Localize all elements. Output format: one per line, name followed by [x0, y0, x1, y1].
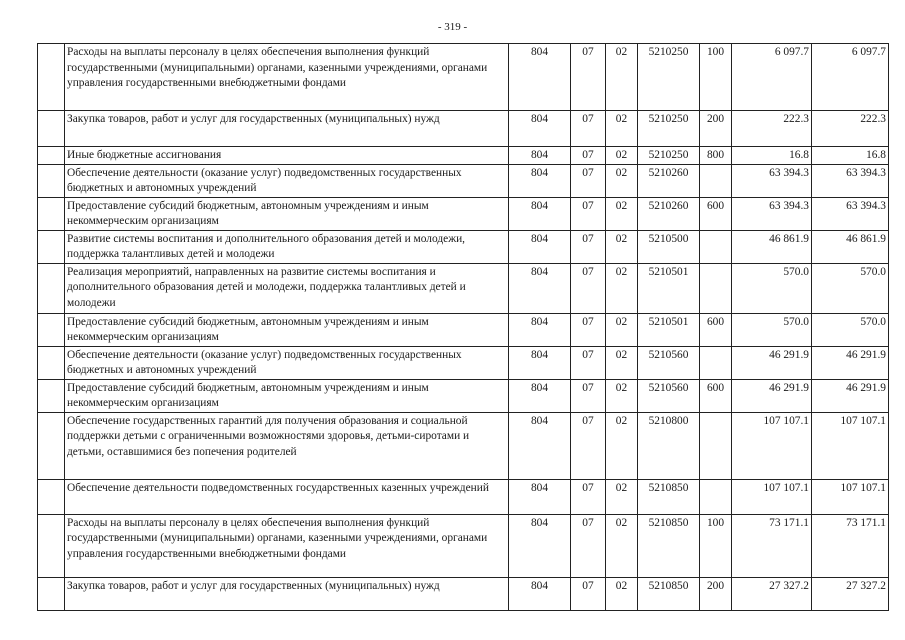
- amount-cell: 6 097.7: [732, 44, 812, 111]
- target-article-cell: 5210850: [638, 577, 700, 610]
- row-number-cell: [38, 263, 65, 313]
- subsection-code-cell: 02: [606, 230, 638, 263]
- amount-cell: 222.3: [732, 111, 812, 147]
- section-code-cell: 07: [571, 263, 606, 313]
- table-row: [38, 412, 889, 479]
- department-code-cell: 804: [509, 263, 571, 313]
- subsection-code-cell: 02: [606, 147, 638, 165]
- expense-type-cell: [700, 230, 732, 263]
- amount-total-cell: 570.0: [812, 313, 889, 346]
- table-row: [38, 147, 889, 165]
- subsection-code-cell: 02: [606, 313, 638, 346]
- amount-cell: 16.8: [732, 147, 812, 165]
- expense-name-cell: Реализация мероприятий, направленных на развитие системы воспитания и дополнительного образования детей и молодежи, поддержка талантливых детей и молодежи: [65, 263, 509, 313]
- row-number-cell: [38, 313, 65, 346]
- table-row: [38, 111, 889, 147]
- subsection-code-cell: 02: [606, 197, 638, 230]
- amount-cell: 570.0: [732, 263, 812, 313]
- expense-type-cell: 800: [700, 147, 732, 165]
- expense-name-cell: Развитие системы воспитания и дополнительного образования детей и молодежи, поддержка талантливых детей и молодежи: [65, 230, 509, 263]
- amount-total-cell: 46 291.9: [812, 346, 889, 379]
- amount-cell: 570.0: [732, 313, 812, 346]
- target-article-cell: 5210850: [638, 514, 700, 577]
- amount-total-cell: 6 097.7: [812, 44, 889, 111]
- section-code-cell: 07: [571, 44, 606, 111]
- target-article-cell: 5210250: [638, 147, 700, 165]
- department-code-cell: 804: [509, 164, 571, 197]
- expense-name-cell: Закупка товаров, работ и услуг для государственных (муниципальных) нужд: [65, 577, 509, 610]
- subsection-code-cell: 02: [606, 263, 638, 313]
- amount-total-cell: 46 861.9: [812, 230, 889, 263]
- department-code-cell: 804: [509, 479, 571, 514]
- amount-cell: 107 107.1: [732, 412, 812, 479]
- department-code-cell: 804: [509, 412, 571, 479]
- section-code-cell: 07: [571, 111, 606, 147]
- expense-type-cell: 200: [700, 111, 732, 147]
- amount-cell: 63 394.3: [732, 164, 812, 197]
- table-row: [38, 577, 889, 610]
- section-code-cell: 07: [571, 147, 606, 165]
- table-row: [38, 313, 889, 346]
- section-code-cell: 07: [571, 346, 606, 379]
- target-article-cell: 5210800: [638, 412, 700, 479]
- row-number-cell: [38, 379, 65, 412]
- department-code-cell: 804: [509, 346, 571, 379]
- amount-total-cell: 16.8: [812, 147, 889, 165]
- section-code-cell: 07: [571, 197, 606, 230]
- expense-name-cell: Закупка товаров, работ и услуг для государственных (муниципальных) нужд: [65, 111, 509, 147]
- row-number-cell: [38, 346, 65, 379]
- department-code-cell: 804: [509, 313, 571, 346]
- amount-cell: 46 291.9: [732, 346, 812, 379]
- budget-table: [37, 43, 889, 611]
- row-number-cell: [38, 577, 65, 610]
- table-row: [38, 263, 889, 313]
- section-code-cell: 07: [571, 514, 606, 577]
- expense-name-cell: Иные бюджетные ассигнования: [65, 147, 509, 165]
- section-code-cell: 07: [571, 577, 606, 610]
- table-row: [38, 197, 889, 230]
- subsection-code-cell: 02: [606, 346, 638, 379]
- subsection-code-cell: 02: [606, 164, 638, 197]
- expense-type-cell: [700, 164, 732, 197]
- row-number-cell: [38, 164, 65, 197]
- expense-name-cell: Обеспечение государственных гарантий для получения образования и социальной поддержки детьми с ограниченными возможностями здоровья, детьми-сиротами и детьми, оставшимися без попечения родителей: [65, 412, 509, 479]
- subsection-code-cell: 02: [606, 577, 638, 610]
- amount-cell: 27 327.2: [732, 577, 812, 610]
- amount-cell: 46 291.9: [732, 379, 812, 412]
- table-row: [38, 379, 889, 412]
- expense-name-cell: Расходы на выплаты персоналу в целях обеспечения выполнения функций государственными (муниципальными) органами, казенными учреждениями, органами управления государственными внебюджетными фондами: [65, 44, 509, 111]
- section-code-cell: 07: [571, 313, 606, 346]
- target-article-cell: 5210260: [638, 164, 700, 197]
- expense-type-cell: 100: [700, 514, 732, 577]
- subsection-code-cell: 02: [606, 379, 638, 412]
- row-number-cell: [38, 111, 65, 147]
- subsection-code-cell: 02: [606, 514, 638, 577]
- section-code-cell: 07: [571, 379, 606, 412]
- table-row: [38, 44, 889, 111]
- target-article-cell: 5210250: [638, 111, 700, 147]
- row-number-cell: [38, 230, 65, 263]
- amount-total-cell: 46 291.9: [812, 379, 889, 412]
- target-article-cell: 5210560: [638, 379, 700, 412]
- department-code-cell: 804: [509, 44, 571, 111]
- amount-cell: 46 861.9: [732, 230, 812, 263]
- expense-name-cell: Предоставление субсидий бюджетным, автономным учреждениям и иным некоммерческим организациям: [65, 379, 509, 412]
- target-article-cell: 5210250: [638, 44, 700, 111]
- department-code-cell: 804: [509, 147, 571, 165]
- table-row: [38, 346, 889, 379]
- department-code-cell: 804: [509, 577, 571, 610]
- expense-name-cell: Предоставление субсидий бюджетным, автономным учреждениям и иным некоммерческим организациям: [65, 313, 509, 346]
- amount-cell: 63 394.3: [732, 197, 812, 230]
- expense-name-cell: Обеспечение деятельности (оказание услуг) подведомственных государственных бюджетных и автономных учреждений: [65, 164, 509, 197]
- target-article-cell: 5210260: [638, 197, 700, 230]
- amount-total-cell: 222.3: [812, 111, 889, 147]
- amount-total-cell: 63 394.3: [812, 197, 889, 230]
- page-number: - 319 -: [437, 21, 468, 33]
- table-row: [38, 514, 889, 577]
- subsection-code-cell: 02: [606, 479, 638, 514]
- department-code-cell: 804: [509, 197, 571, 230]
- amount-total-cell: 27 327.2: [812, 577, 889, 610]
- expense-name-cell: Обеспечение деятельности (оказание услуг) подведомственных государственных бюджетных и автономных учреждений: [65, 346, 509, 379]
- expense-type-cell: 600: [700, 197, 732, 230]
- target-article-cell: 5210500: [638, 230, 700, 263]
- section-code-cell: 07: [571, 412, 606, 479]
- department-code-cell: 804: [509, 111, 571, 147]
- subsection-code-cell: 02: [606, 44, 638, 111]
- amount-cell: 73 171.1: [732, 514, 812, 577]
- expense-name-cell: Обеспечение деятельности подведомственных государственных казенных учреждений: [65, 479, 509, 514]
- expense-type-cell: 200: [700, 577, 732, 610]
- row-number-cell: [38, 44, 65, 111]
- amount-cell: 107 107.1: [732, 479, 812, 514]
- row-number-cell: [38, 412, 65, 479]
- subsection-code-cell: 02: [606, 412, 638, 479]
- department-code-cell: 804: [509, 379, 571, 412]
- table-row: [38, 164, 889, 197]
- expense-type-cell: [700, 412, 732, 479]
- section-code-cell: 07: [571, 230, 606, 263]
- expense-type-cell: [700, 263, 732, 313]
- expense-type-cell: 600: [700, 379, 732, 412]
- table-row: [38, 230, 889, 263]
- target-article-cell: 5210501: [638, 263, 700, 313]
- department-code-cell: 804: [509, 514, 571, 577]
- expense-name-cell: Расходы на выплаты персоналу в целях обеспечения выполнения функций государственными (муниципальными) органами, казенными учреждениями, органами управления государственными внебюджетными фондами: [65, 514, 509, 577]
- row-number-cell: [38, 479, 65, 514]
- department-code-cell: 804: [509, 230, 571, 263]
- row-number-cell: [38, 514, 65, 577]
- section-code-cell: 07: [571, 164, 606, 197]
- amount-total-cell: 73 171.1: [812, 514, 889, 577]
- target-article-cell: 5210560: [638, 346, 700, 379]
- expense-name-cell: Предоставление субсидий бюджетным, автономным учреждениям и иным некоммерческим организациям: [65, 197, 509, 230]
- target-article-cell: 5210501: [638, 313, 700, 346]
- row-number-cell: [38, 147, 65, 165]
- subsection-code-cell: 02: [606, 111, 638, 147]
- expense-type-cell: [700, 346, 732, 379]
- amount-total-cell: 107 107.1: [812, 479, 889, 514]
- table-row: [38, 479, 889, 514]
- amount-total-cell: 63 394.3: [812, 164, 889, 197]
- section-code-cell: 07: [571, 479, 606, 514]
- expense-type-cell: 600: [700, 313, 732, 346]
- target-article-cell: 5210850: [638, 479, 700, 514]
- amount-total-cell: 107 107.1: [812, 412, 889, 479]
- table-body: [38, 44, 889, 611]
- expense-type-cell: [700, 479, 732, 514]
- expense-type-cell: 100: [700, 44, 732, 111]
- row-number-cell: [38, 197, 65, 230]
- amount-total-cell: 570.0: [812, 263, 889, 313]
